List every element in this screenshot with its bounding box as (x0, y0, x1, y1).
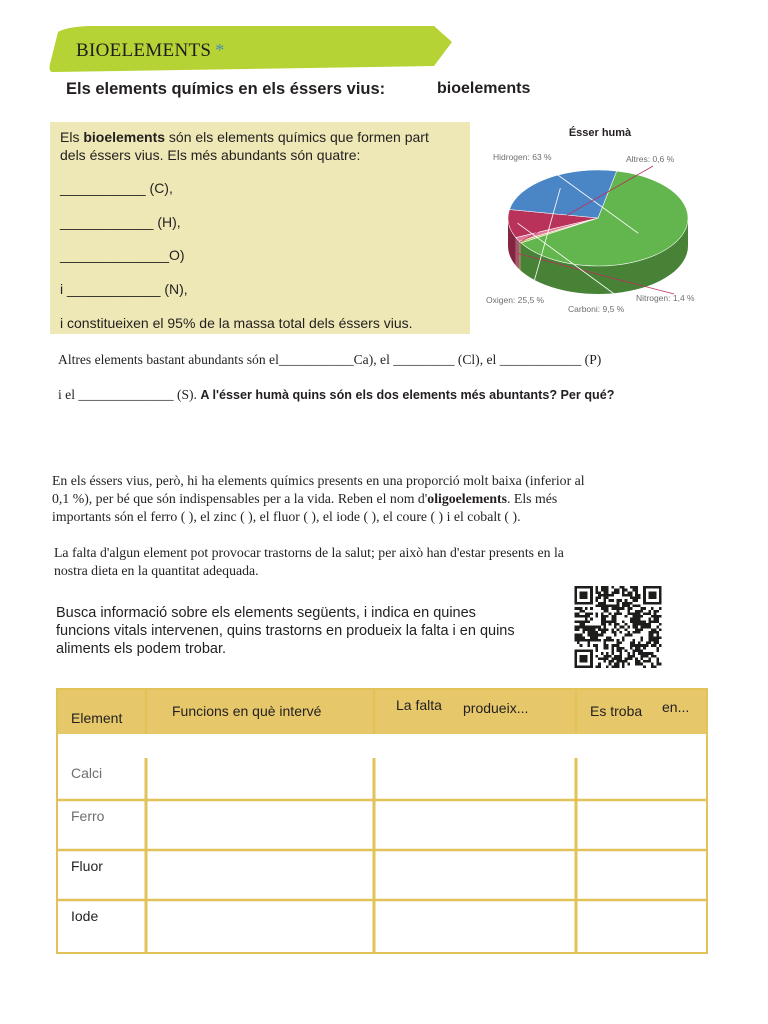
blank-oxygen[interactable]: ______________O) (60, 247, 185, 263)
page-heading: Els elements químics en els éssers vius: (66, 80, 386, 98)
pie-slice-oxigen (509, 170, 616, 218)
intro-box (50, 122, 470, 334)
intro-last: i constitueixen el 95% de la massa total dels éssers vius. (60, 315, 413, 331)
para-oligo-text: . Els més (507, 491, 558, 506)
para-others-line-1: Altres elements bastant abundants són el___________Ca), el _________ (Cl), el ____________ (P) (58, 352, 602, 367)
intro-line-2: dels éssers vius. Els més abundants són quatre: (60, 147, 361, 163)
col-header-troba: Es troba (590, 703, 643, 719)
banner-title (76, 40, 225, 62)
para-oligo-line-2 (52, 490, 557, 508)
slice-label-carboni: Carboni: 9,5 % (568, 304, 625, 314)
cell-iode-troba[interactable] (578, 902, 706, 950)
cell-iode-funcions[interactable] (148, 902, 372, 950)
para-others-text: i el ______________ (S). (58, 387, 201, 402)
para-oligo-line-1: En els éssers vius, però, hi ha elements químics presents en una proporció molt baixa (inferior al (52, 473, 585, 488)
cell-fluor-falta[interactable] (376, 852, 576, 898)
para-falta-line-1: La falta d'algun element pot provocar trastorns de la salut; per això han d'estar presents en la (54, 545, 564, 560)
intro-text: Els (60, 129, 84, 145)
col-header-falta: La falta (396, 697, 442, 713)
col-header-produeix: produeix... (463, 700, 529, 716)
cell-fluor-troba[interactable] (578, 852, 706, 898)
para-others-line-2 (58, 384, 614, 406)
pie-chart (478, 118, 710, 318)
intro-bold: bioelements (83, 129, 166, 145)
row-label-ferro: Ferro (71, 808, 105, 824)
cell-ferro-funcions[interactable] (148, 802, 372, 848)
cell-ferro-troba[interactable] (578, 802, 706, 848)
heading-extra: bioelements (437, 80, 531, 97)
task-instructions: Busca informació sobre els elements següents, i indica en quines funcions vitals intervenen, quins trastorns en produeix la falta i en quins aliments els podem trobar. (56, 605, 515, 657)
cell-iode-falta[interactable] (376, 902, 576, 950)
col-header-en: en... (662, 699, 690, 715)
blank-hydrogen[interactable]: ____________ (H), (60, 214, 181, 230)
chart-title: Ésser humà (568, 127, 632, 139)
para-oligo-line-3: importants són el ferro ( ), el zinc ( ), el fluor ( ), el iode ( ), el coure ( ) i el cobalt ( ). (52, 509, 521, 524)
cell-calci-falta[interactable] (376, 760, 576, 800)
pie-top (508, 170, 688, 266)
slice-label-hidrogen: Hidrogen: 63 % (493, 152, 552, 162)
para-oligo-text: 0,1 %), per bé que són indispensables per a la vida. Reben el nom d' (52, 491, 428, 506)
cell-calci-funcions[interactable] (148, 760, 372, 800)
row-label-fluor: Fluor (71, 858, 103, 874)
slice-label-altres: Altres: 0,6 % (626, 154, 675, 164)
slice-label-nitrogen: Nitrogen: 1,4 % (636, 293, 695, 303)
cell-ferro-falta[interactable] (376, 802, 576, 848)
oligo-bold: oligoelements (427, 491, 507, 506)
row-label-calci: Calci (71, 765, 103, 781)
intro-text: són els elements químics que formen part (165, 129, 429, 145)
qr-code-icon[interactable] (574, 586, 662, 668)
cell-fluor-funcions[interactable] (148, 852, 372, 898)
banner-title-text: BIOELEMENTS (76, 40, 212, 61)
question-text: A l'ésser humà quins són els dos elements més abuntants? Per qué? (200, 388, 615, 402)
para-falta-line-2: nostra dieta en la quantitat adequada. (54, 563, 259, 578)
pie-side-altres (519, 241, 521, 271)
intro-line-1 (60, 128, 429, 146)
row-label-iode: Iode (71, 908, 99, 924)
col-header-funcions: Funcions en què intervé (172, 703, 322, 719)
cell-calci-troba[interactable] (578, 760, 706, 800)
slice-label-oxigen: Oxigen: 25,5 % (486, 295, 545, 305)
blank-carbon[interactable]: ___________ (C), (60, 180, 173, 196)
blank-nitrogen[interactable]: i ____________ (N), (60, 281, 188, 297)
col-header-element: Element (71, 710, 123, 726)
star-icon: * (215, 40, 225, 60)
